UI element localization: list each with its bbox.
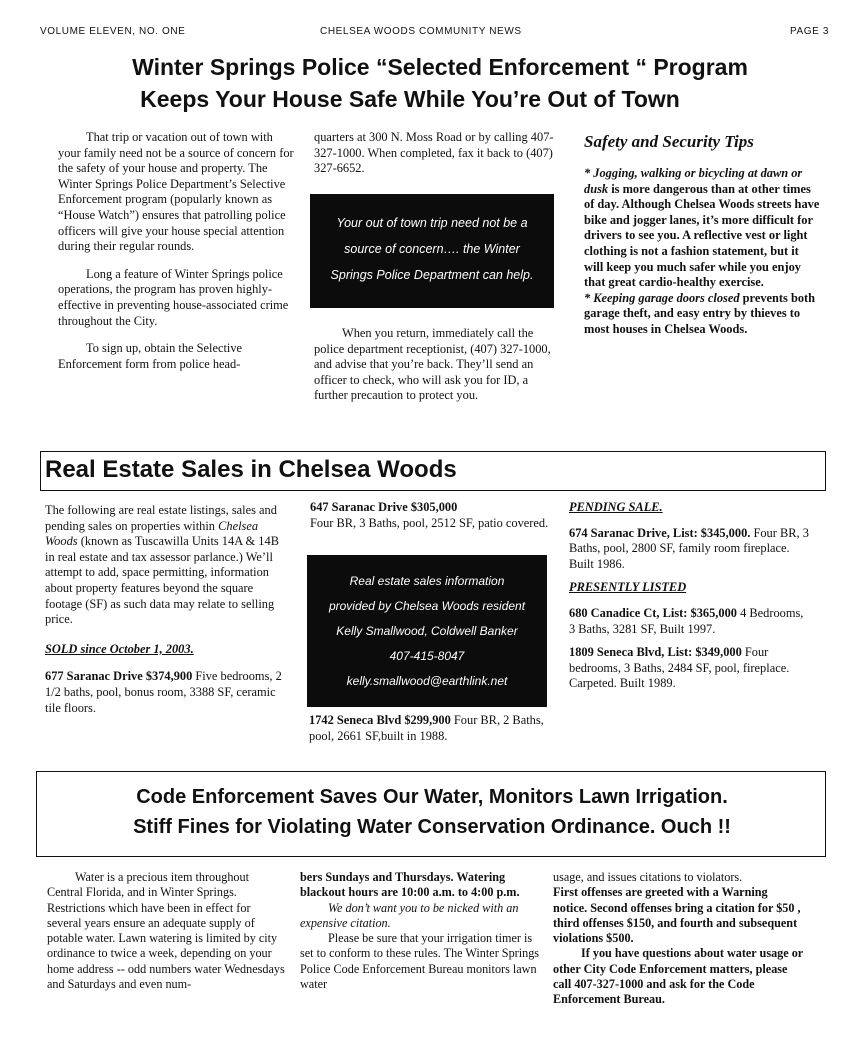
article1-title-line1: Winter Springs Police “Selected Enforcement “ Program — [132, 54, 748, 80]
article1-paragraph1: That trip or vacation out of town with your family need not be a source of concern for the safety of your house and property. The Winter Springs Police Department’s Selective Enforcement program (popularly known as “House Watch”) ensures that patrolling police officers will give your house special attention during their regular rounds. — [58, 130, 294, 254]
safety-tip-2-lead: * Keeping garage doors closed — [584, 290, 740, 305]
article1-column2-top — [314, 130, 558, 177]
article1-paragraph4: quarters at 300 N. Moss Road or by calling 407-327-1000. When completed, fax it back to (407) 327-6652. — [314, 130, 554, 176]
sale-1742-address: 1742 Seneca Blvd $299,900 — [309, 713, 451, 727]
real-estate-callout-line2: provided by Chelsea Woods resident — [328, 599, 526, 613]
code-enforcement-title-line2: Stiff Fines for Violating Water Conservation Ordinance. Ouch !! — [133, 816, 731, 838]
sale-677-saranac — [45, 669, 285, 716]
pending-heading: PENDING SALE. — [569, 500, 663, 514]
article1-paragraph3: To sign up, obtain the Selective Enforcement form from police head- — [58, 341, 243, 371]
listed-heading: PRESENTLY LISTED — [569, 580, 687, 595]
sale-647-description: Four BR, 3 Baths, pool, 2512 SF, patio covered. — [310, 515, 549, 530]
real-estate-callout-line3: Kelly Smallwood, Coldwell Banker — [336, 624, 518, 638]
sale-1742-description: Four BR, 2 Baths, pool, 2661 SF,built in 1988. — [309, 713, 544, 743]
listed-680-canadice — [569, 606, 809, 637]
article1-paragraph2: Long a feature of Winter Springs police operations, the program has proven highly-effective in preventing house-associated crime throughout the City. — [58, 266, 289, 328]
real-estate-title-box — [40, 451, 826, 491]
real-estate-column2-top — [310, 500, 550, 531]
listed-680-address: 680 Canadice Ct, List: $365,000 — [569, 605, 737, 620]
article1-callout-line3: Springs Police Department can help. — [330, 268, 534, 282]
code-column1 — [47, 870, 287, 992]
article1-title-line2: Keeps Your House Safe While You’re Out of Town — [140, 86, 680, 112]
code-paragraph3: Please be sure that your irrigation timer is set to conform to these rules. The Winter Springs Police Code Enforcement Bureau monitors lawn water — [300, 931, 540, 992]
real-estate-intro-neighborhood: Chelsea Woods — [45, 518, 259, 549]
listed-680-description: 4 Bedrooms, 3 Baths, 3281 SF, Built 1997. — [569, 605, 804, 636]
real-estate-callout-line1: Real estate sales information — [349, 574, 505, 588]
real-estate-intro-part2: (known as Tuscawilla Units 14A & 14B in real estate and tax assessor parlance.) We’ll attempt to add, space permitting, information about property features beyond the square footage (SF) as such data may relate to selling price. — [45, 534, 279, 627]
safety-tip-2-body: prevents both garage theft, and easy entry by thieves to most houses in Chelsea Woods. — [584, 290, 816, 336]
article1-paragraph5: When you return, immediately call the police department receptionist, (407) 327-1000, and advise that you’re back. They’ll send an officer to check, who will ask you for ID, a further precaution to protect you. — [314, 326, 551, 403]
article1-callout-line1: Your out of town trip need not be a — [336, 216, 528, 230]
code-column3 — [553, 870, 803, 1008]
pending-674-address: 674 Saranac Drive, List: $345,000. — [569, 525, 751, 540]
real-estate-column2-bottom — [309, 713, 549, 744]
code-paragraph1: Water is a precious item throughout Central Florida, and in Winter Springs. Restrictions which have been in effect for several years ensure an adequate supply of potable water. Lawn watering is limited by city ordinance to twice a week, depending on your home address -- odd numbers water Wednesdays and Saturdays and even num- — [47, 870, 285, 992]
real-estate-title: Real Estate Sales in Chelsea Woods — [45, 456, 457, 483]
safety-tip-1-body: is more dangerous than at other times of day. Although Chelsea Woods streets have bike and jogger lanes, it’s more difficult for drivers to see you. A reflective vest or light clothing is not a fashion statement, but it will keep you much safer while you enjoy that great cardio-healthy exercise. — [584, 181, 820, 290]
code-contact-paragraph: If you have questions about water usage or other City Code Enforcement matters, please call 407-327-1000 and ask for the Code Enforcement Bureau. — [553, 946, 803, 1007]
sold-heading: SOLD since October 1, 2003. — [45, 641, 194, 656]
code-warning-italic: We don’t want you to be nicked with an expensive citation. — [300, 900, 519, 930]
article1-column1 — [58, 130, 298, 372]
real-estate-column1 — [45, 503, 285, 716]
sale-677-address: 677 Saranac Drive $374,900 — [45, 669, 193, 684]
newsletter-title: CHELSEA WOODS COMMUNITY NEWS — [320, 26, 522, 37]
article1-callout-box — [310, 194, 554, 308]
code-paragraph4: usage, and issues citations to violators. — [553, 870, 743, 884]
code-column2 — [300, 870, 540, 992]
listed-1809-seneca — [569, 645, 809, 692]
page-number: PAGE 3 — [790, 26, 829, 37]
code-enforcement-title-line1: Code Enforcement Saves Our Water, Monitors Lawn Irrigation. — [136, 786, 728, 808]
article1-column2-bottom — [314, 326, 558, 404]
sale-1742-seneca — [309, 713, 549, 744]
real-estate-callout-box — [307, 555, 547, 707]
pending-674-description: Four BR, 3 Baths, pool, 2800 SF, family room fireplace. Built 1986. — [569, 525, 809, 571]
safety-tip-1 — [584, 166, 820, 291]
sale-677-description: Five bedrooms, 2 1/2 baths, pool, bonus room, 3388 SF, ceramic tile floors. — [45, 669, 282, 715]
volume-label: VOLUME ELEVEN, NO. ONE — [40, 26, 186, 37]
pending-674-saranac — [569, 526, 809, 573]
sale-647-address: 647 Saranac Drive $305,000 — [310, 500, 458, 514]
safety-tips-heading: Safety and Security Tips — [584, 132, 754, 151]
code-enforcement-title-box — [36, 771, 826, 857]
real-estate-column3 — [569, 500, 809, 692]
listed-1809-address: 1809 Seneca Blvd, List: $349,000 — [569, 645, 742, 660]
code-paragraph2: bers Sundays and Thursdays. Watering blackout hours are 10:00 a.m. to 4:00 p.m. — [300, 870, 520, 900]
real-estate-callout-phone: 407-415-8047 — [389, 649, 465, 663]
listed-1809-description: Four bedrooms, 3 Baths, 2484 SF, pool, fireplace. Carpeted. Built 1989. — [569, 645, 790, 691]
safety-tip-2 — [584, 291, 820, 338]
safety-tip-1-lead: * Jogging, walking or bicycling at dawn or dusk — [584, 166, 803, 196]
safety-tips-section — [584, 132, 820, 338]
real-estate-callout-email: kelly.smallwood@earthlink.net — [346, 674, 508, 688]
real-estate-intro — [45, 503, 285, 628]
real-estate-intro-part1: The following are real estate listings, sales and pending sales on properties within — [45, 503, 277, 533]
article1-callout-line2: source of concern…. the Winter — [344, 242, 520, 256]
code-fines-paragraph: First offenses are greeted with a Warning notice. Second offenses bring a citation for $50 , third offenses $150, and fourth and subsequent violations $500. — [553, 885, 801, 946]
